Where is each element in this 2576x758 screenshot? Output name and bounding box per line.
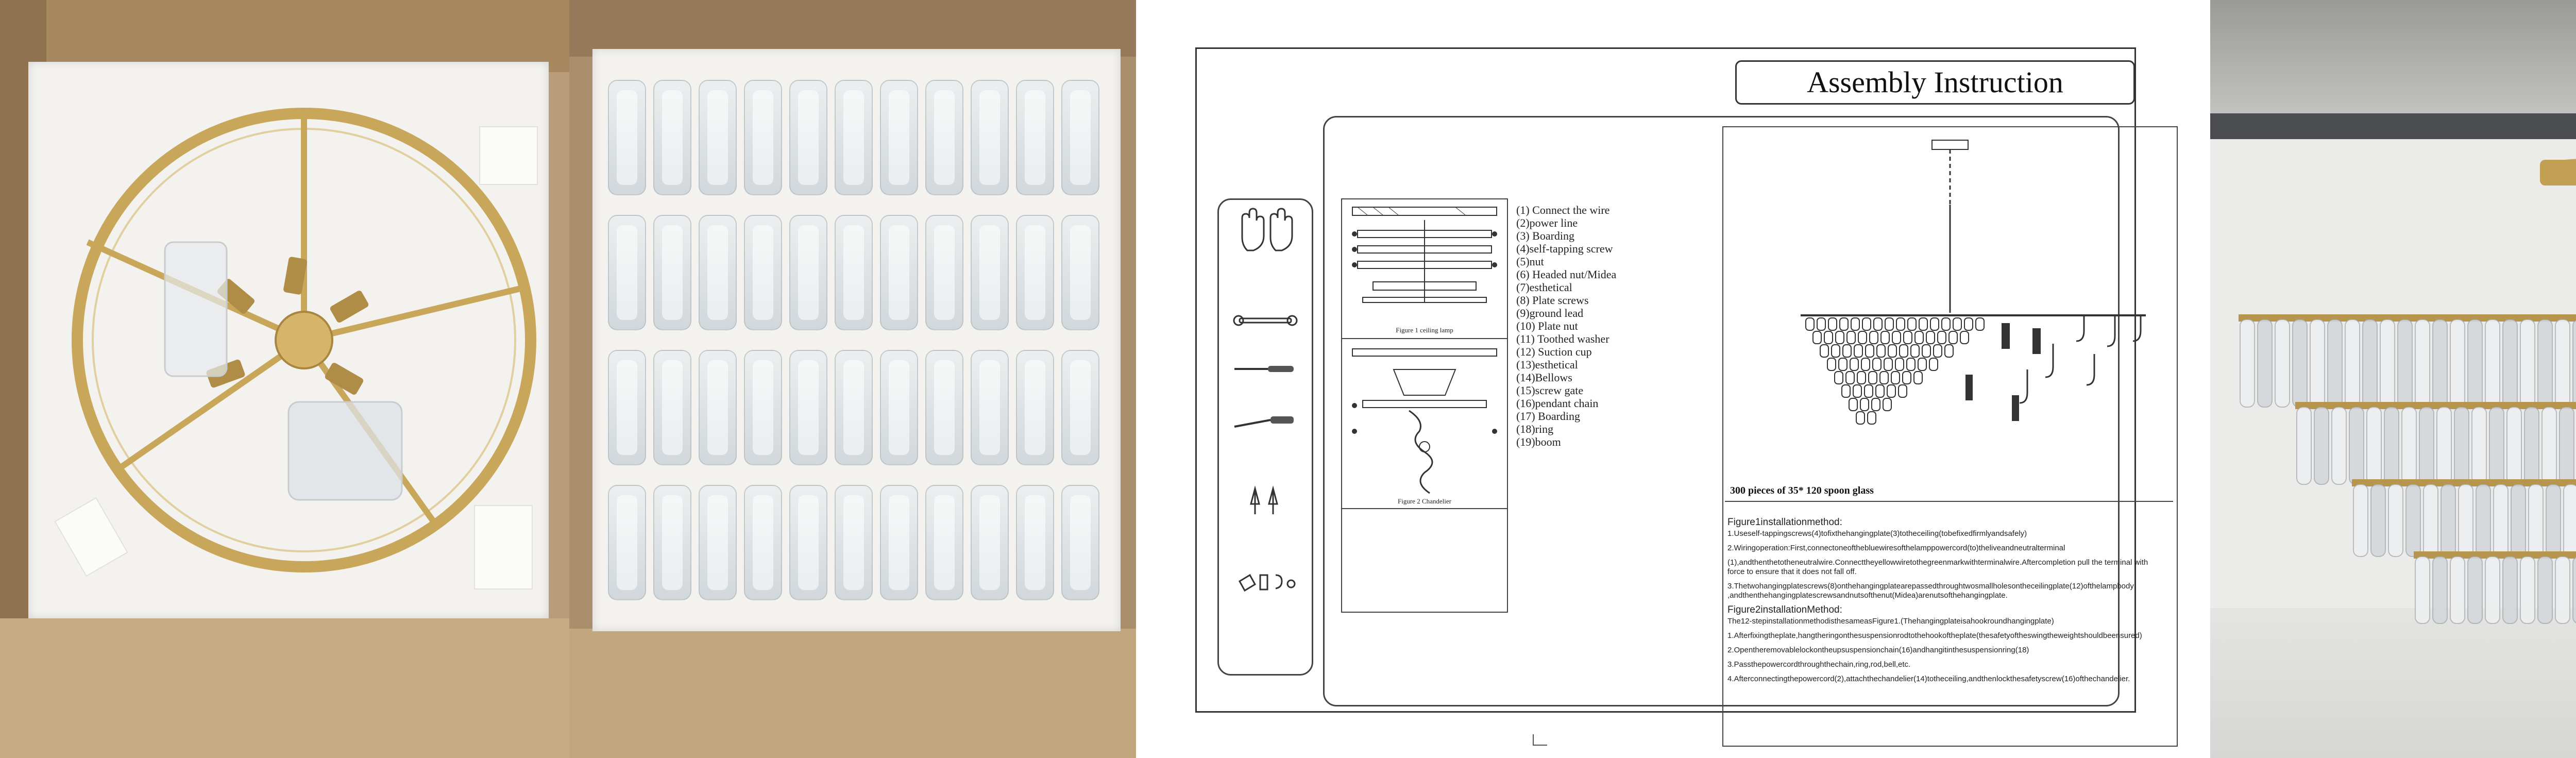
glass-bag: [971, 80, 1009, 195]
figure-1-method-heading: Figure1installationmethod:: [1727, 517, 1842, 528]
part-item: (1) Connect the wire: [1516, 204, 1610, 216]
glass-bag: [699, 80, 737, 195]
crystal-glass: [2468, 319, 2482, 407]
brass-frame-drawing: [0, 0, 569, 758]
canopy: [2540, 160, 2576, 186]
crystal-glass: [2384, 407, 2399, 484]
glass-spoon: [1945, 345, 1953, 357]
glass-bag: [653, 485, 691, 600]
crystal-glass: [2328, 319, 2342, 407]
glass-spoon: [1817, 318, 1825, 330]
glass-spoon: [1839, 358, 1847, 370]
glass-bag: [789, 350, 827, 465]
glass-bag: [1016, 215, 1054, 330]
glass-spoon: [1827, 358, 1836, 370]
crystal-glass: [2555, 319, 2570, 407]
glass-spoon: [1860, 398, 1869, 411]
method-step: 2.Wiringoperation:First,connectoneofthebluewiresofthelamppowercord(to)theliveandneutralterminal: [1727, 544, 2065, 552]
crystal-glass: [2258, 319, 2272, 407]
crystal-glass: [2546, 484, 2561, 557]
glass-spoon: [1881, 331, 1889, 344]
crystal-glass: [2310, 319, 2325, 407]
method-step: 1.Useself-tappingscrews(4)tofixthehangingplate(3)totheceiling(tobefixedfirmlyandsafely): [1727, 529, 2027, 538]
glass-spoon: [1851, 318, 1859, 330]
glass-bag: [925, 80, 963, 195]
crystal-tiers: [2239, 314, 2576, 624]
wrench-icon: [1234, 316, 1297, 325]
glass-spoon: [1832, 345, 1840, 357]
glass-bag: [880, 350, 918, 465]
glass-bag: [608, 215, 646, 330]
crystal-glass: [2415, 557, 2430, 624]
glass-spoon: [1907, 358, 1915, 370]
crystal-glass: [2503, 319, 2517, 407]
glass-bag: [835, 485, 873, 600]
crystal-glass: [2275, 319, 2290, 407]
glass-spoon: [1866, 345, 1874, 357]
part-item: (8) Plate screws: [1516, 294, 1589, 307]
tools-column: [1217, 198, 1313, 676]
part-item: (13)esthetical: [1516, 358, 1578, 371]
crystal-glass: [2468, 557, 2482, 624]
crystal-glass: [2293, 319, 2307, 407]
glass-spoon: [1820, 345, 1828, 357]
chandelier-drawing: [1723, 127, 2177, 488]
crystal-glass: [2485, 319, 2500, 407]
glass-bag: [1016, 350, 1054, 465]
glass-bag: [608, 485, 646, 600]
glass-bag: [835, 350, 873, 465]
figure-1-drawing: [1352, 207, 1497, 302]
screws-icon: [1251, 489, 1277, 514]
crystal-glass: [2388, 484, 2403, 557]
glass-bag: [653, 350, 691, 465]
crystal-glass: [2476, 484, 2490, 557]
glass-spoon: [1861, 358, 1870, 370]
glass-spoon: [1813, 331, 1821, 344]
part-item: (10) Plate nut: [1516, 319, 1578, 332]
glass-spoon: [1854, 345, 1862, 357]
glass-bag: [1016, 485, 1054, 600]
glass-spoon: [1934, 345, 1942, 357]
part-item: (7)esthetical: [1516, 281, 1572, 294]
crystal-glass: [2524, 407, 2539, 484]
glass-spoon: [1806, 318, 1814, 330]
figure-2-method-heading: Figure2installationMethod:: [1727, 604, 1842, 615]
glass-bag: [971, 350, 1009, 465]
part-item: (2)power line: [1516, 216, 1578, 229]
crystal-glass: [2472, 407, 2486, 484]
glass-spoon: [1888, 345, 1896, 357]
glass-spoon-grid: [1806, 318, 1984, 424]
crystal-glass: [2402, 407, 2416, 484]
crystal-glass: [2564, 484, 2576, 557]
photo-installed-chandelier: [2210, 0, 2576, 758]
glass-bag: [880, 215, 918, 330]
glass-bag: [789, 215, 827, 330]
glass-spoon: [1840, 318, 1848, 330]
crystal-glass: [2314, 407, 2329, 484]
glass-spoon: [1929, 358, 1938, 370]
part-item: (6) Headed nut/Midea: [1516, 268, 1617, 281]
wrapped-parts-bag: [289, 402, 402, 500]
glass-bag: [744, 215, 782, 330]
crystal-glass: [2240, 319, 2255, 407]
method-step: 1.Afterfixingtheplate,hangtheringonthesuspensionrodtothehookoftheplate(thesafetyoftheswingtheweightshouldbeensured): [1727, 631, 2142, 640]
crystal-glass: [2538, 557, 2552, 624]
glass-spoon: [1914, 372, 1922, 384]
glass-spoon: [1880, 372, 1888, 384]
crystal-glass: [2573, 319, 2576, 407]
crystal-glass: [2353, 484, 2368, 557]
glass-bag: [835, 215, 873, 330]
crystal-glass: [2363, 319, 2377, 407]
crystal-glass: [2380, 319, 2395, 407]
figure-2-steps: [1727, 631, 2165, 684]
glass-bag: [1061, 215, 1099, 330]
method-step: 2.Opentheremovablelockontheupsuspensionchain(16)andhangitinthesuspensionring(18): [1727, 646, 2029, 654]
glass-bag: [1016, 80, 1054, 195]
glass-spoon: [1887, 385, 1895, 397]
crystal-glass: [2507, 407, 2521, 484]
crystal-glass: [2538, 319, 2552, 407]
instruction-document: [1195, 47, 2148, 713]
box-bottom-flap: [569, 629, 1136, 758]
foam-cutout: [479, 126, 538, 185]
glass-spoon: [1842, 385, 1850, 397]
crystal-glass: [2367, 407, 2381, 484]
document-title: Assembly Instruction: [1735, 60, 2135, 105]
crystal-glass: [2419, 407, 2434, 484]
crystal-glass: [2441, 484, 2455, 557]
glass-bag: [608, 80, 646, 195]
glass-spoon: [1918, 358, 1926, 370]
glass-spoon: [1858, 331, 1867, 344]
glass-spoon: [1877, 345, 1885, 357]
crystal-glass: [2520, 319, 2535, 407]
glass-spoon: [1903, 372, 1911, 384]
screwdriver-icon: [1234, 366, 1294, 372]
glass-spoon: [1908, 318, 1916, 330]
glass-spoon: [1900, 345, 1908, 357]
glass-spoon: [1919, 318, 1927, 330]
glass-spoon: [1857, 372, 1866, 384]
glass-spoon: [1964, 318, 1973, 330]
crystal-glass: [2371, 484, 2385, 557]
installation-method: [1727, 518, 2165, 689]
method-step: 4.Afterconnectingthepowercord(2),attachthechandelier(14)totheceiling,andthenlockthesafetyscrew(16)ofthechandelier.: [1727, 675, 2130, 683]
page-corner-mark: [1533, 734, 1547, 746]
glass-spoon: [1874, 318, 1882, 330]
glass-bag: [653, 80, 691, 195]
crystal-glass: [2511, 484, 2526, 557]
crystal-glass: [2450, 319, 2465, 407]
crystal-glass: [2437, 407, 2451, 484]
glass-bag: [608, 350, 646, 465]
figure-1-steps: [1727, 529, 2165, 600]
part-item: (11) Toothed washer: [1516, 332, 1609, 345]
crystal-glass: [2297, 407, 2311, 484]
crystal-glass: [2406, 484, 2420, 557]
glass-spoon: [1876, 385, 1884, 397]
crystal-glass: [2560, 407, 2574, 484]
crystal-glass: [2555, 557, 2570, 624]
glass-bag: [699, 215, 737, 330]
crystal-glass: [2345, 319, 2360, 407]
glass-spoon: [1884, 358, 1892, 370]
crystal-glass: [2459, 484, 2473, 557]
glass-bag: [880, 485, 918, 600]
wrapped-canopy-bag: [165, 242, 227, 376]
glass-spoon: [1856, 412, 1865, 424]
crystal-glass: [2489, 407, 2504, 484]
glass-spoon: [1869, 372, 1877, 384]
crystal-glass: [2454, 407, 2469, 484]
crystal-glass: [2433, 557, 2447, 624]
glass-pieces-note: 300 pieces of 35* 120 spoon glass: [1725, 479, 2173, 502]
part-item: (9)ground lead: [1516, 307, 1584, 319]
glass-bag: [971, 215, 1009, 330]
figure-2-intro: The12-stepinstallationmethodisthesameasFigure1.(Thehangingplateisahookroundhangingplate): [1727, 617, 2054, 626]
glass-spoon: [1891, 372, 1900, 384]
part-item: (3) Boarding: [1516, 229, 1575, 242]
figure-2-caption: Figure 2 Chandelier: [1398, 497, 1451, 505]
figure-1-caption: Figure 1 ceiling lamp: [1396, 326, 1453, 334]
glass-spoon: [1976, 318, 1984, 330]
part-item: (4)self-tapping screw: [1516, 242, 1613, 255]
figure-column: [1341, 198, 1508, 613]
glass-spoon: [1843, 345, 1851, 357]
glass-bag: [789, 80, 827, 195]
crystal-glass: [2415, 319, 2430, 407]
glass-spoon: [1895, 358, 1904, 370]
part-item: (15)screw gate: [1516, 384, 1584, 397]
foam-cutout: [474, 505, 533, 589]
instruction-sheet: [1136, 0, 2210, 758]
glass-spoon: [1938, 331, 1946, 344]
glass-spoon: [1846, 372, 1854, 384]
crystal-glass: [2573, 557, 2576, 624]
glass-bag: [744, 485, 782, 600]
crystal-glass: [2424, 484, 2438, 557]
crystal-glass: [2433, 319, 2447, 407]
part-item: (17) Boarding: [1516, 410, 1581, 423]
glass-spoon: [1862, 318, 1871, 330]
gloves-icon: [1242, 209, 1292, 250]
figure-2-drawing: [1352, 349, 1497, 493]
crystal-glass: [2349, 407, 2364, 484]
box-top-flap: [569, 0, 1136, 57]
anchors-icon: [1240, 575, 1295, 591]
glass-spoon: [1872, 398, 1880, 411]
glass-spoon: [1960, 331, 1969, 344]
glass-bag: [1061, 350, 1099, 465]
glass-spoon: [1850, 358, 1858, 370]
glass-bag: [835, 80, 873, 195]
crystal-glass: [2494, 484, 2508, 557]
glass-bag: [880, 80, 918, 195]
photo-box-glass: [569, 0, 1136, 758]
crystal-glass: [2450, 557, 2465, 624]
glass-bag: [1061, 485, 1099, 600]
glass-bag: [699, 350, 737, 465]
part-item: (12) Suction cup: [1516, 345, 1592, 358]
glass-spoon: [1953, 318, 1961, 330]
glass-bag: [744, 80, 782, 195]
glass-spoon: [1922, 345, 1930, 357]
part-item: (14)Bellows: [1516, 371, 1572, 384]
glass-spoon: [1868, 412, 1876, 424]
glass-bag: [699, 485, 737, 600]
part-item: (16)pendant chain: [1516, 397, 1599, 410]
glass-bag: [925, 215, 963, 330]
glass-bag: [789, 485, 827, 600]
glass-spoon: [1828, 318, 1837, 330]
crystal-glass: [2529, 484, 2543, 557]
glass-bag: [653, 215, 691, 330]
part-item: (18)ring: [1516, 423, 1554, 435]
crystal-glass: [2332, 407, 2346, 484]
glass-spoon: [1865, 385, 1873, 397]
crystal-glass: [2503, 557, 2517, 624]
glass-spoon: [1911, 345, 1919, 357]
glass-spoon: [1853, 385, 1861, 397]
glass-spoon: [1896, 318, 1905, 330]
glass-spoon: [1892, 331, 1901, 344]
photo-box-frame: [0, 0, 569, 758]
drill-icon: [1234, 416, 1294, 427]
glass-spoon: [1942, 318, 1950, 330]
glass-spoon: [1915, 331, 1923, 344]
glass-spoon: [1883, 398, 1891, 411]
method-step: 3.Thetwohangingplatescrews(8)onthehangingplatearepassedthroughtwosmallholesontheceilingplate(12)ofthelampbody ,andthenthehangingplatescrewsandnutsofthenut(Midea)arenutsofthehangingplate.: [1727, 582, 2134, 600]
glass-spoon: [1873, 358, 1881, 370]
method-step: (1),andthenthetotheneutralwire.Connecttheyellowwiretothegreenmarkwithterminalwire.Aftercompletion pull the terminal with force to ensure that it does not fall off.: [1727, 558, 2148, 576]
glass-spoon: [1836, 331, 1844, 344]
crystal-glass: [2485, 557, 2500, 624]
glass-spoon: [1949, 331, 1957, 344]
glass-bag: [971, 485, 1009, 600]
part-item: (5)nut: [1516, 255, 1544, 268]
glass-spoon: [1849, 398, 1857, 411]
glass-spoon: [1899, 385, 1907, 397]
glass-bag: [1061, 80, 1099, 195]
crystal-glass: [2520, 557, 2535, 624]
parts-list: [1516, 204, 1616, 448]
glass-spoon: [1835, 372, 1843, 384]
crystal-glass: [2398, 319, 2412, 407]
glass-spoon: [1885, 318, 1893, 330]
glass-spoon: [1847, 331, 1855, 344]
glass-spoon: [1870, 331, 1878, 344]
glass-spoon: [1930, 318, 1939, 330]
glass-spoon: [1904, 331, 1912, 344]
glass-bag: [925, 350, 963, 465]
part-item: (19)boom: [1516, 435, 1561, 448]
glass-spoon: [1926, 331, 1935, 344]
center-hub: [276, 312, 332, 368]
crystal-glass: [2542, 407, 2556, 484]
glass-bag: [744, 350, 782, 465]
method-step: 3.Passthepowercordthroughthechain,ring,rod,bell,etc.: [1727, 660, 1911, 669]
glass-bag: [925, 485, 963, 600]
glass-spoon: [1824, 331, 1833, 344]
chandelier-photo: [2210, 0, 2576, 758]
